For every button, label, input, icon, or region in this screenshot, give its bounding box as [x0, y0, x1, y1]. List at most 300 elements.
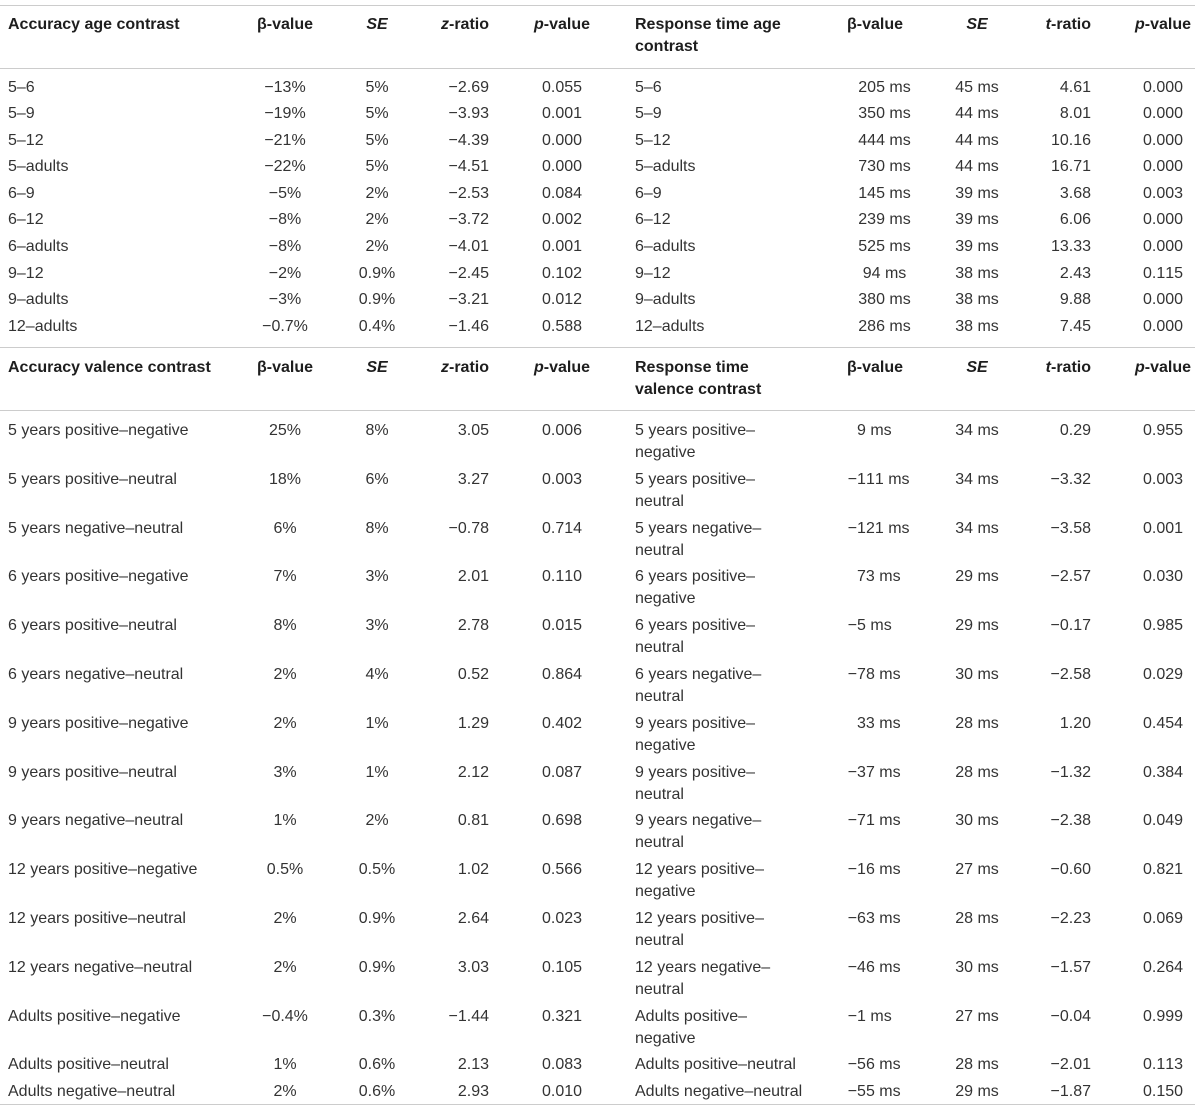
rt-t-ratio-cell: −2.57: [1050, 568, 1091, 586]
rt-contrast-cell: 6–adults: [635, 237, 696, 255]
accuracy-contrast-cell: 9–adults: [8, 291, 69, 309]
rt-t-ratio-cell: 16.71: [1050, 158, 1091, 176]
rt-t-ratio-cell: −0.17: [1050, 617, 1091, 635]
rt-se-cell: 28 ms: [955, 763, 999, 781]
rt-se-cell: 34 ms: [955, 470, 999, 488]
accuracy-p-value-cell: 0.105: [541, 958, 583, 976]
p-value-suffix: -value: [1144, 16, 1192, 33]
accuracy-se-cell: 0.4%: [358, 317, 396, 335]
rt-p-value-cell: 0.113: [1142, 1056, 1184, 1074]
accuracy-p-value-cell: 0.006: [541, 421, 583, 439]
accuracy-z-ratio-cell: 0.81: [457, 812, 489, 830]
rt-beta-cell: 145 ms: [858, 184, 911, 202]
accuracy-beta-cell: 7%: [273, 568, 297, 586]
rt-t-ratio-cell: −2.01: [1050, 1056, 1091, 1074]
header-rt-beta-value: β-value: [847, 16, 904, 33]
accuracy-z-ratio-cell: −2.69: [448, 78, 489, 96]
accuracy-se-cell: 5%: [365, 158, 389, 176]
rt-se-cell: 30 ms: [955, 812, 999, 830]
rt-beta-cell: 350 ms: [858, 105, 911, 123]
rt-beta-cell: −1 ms: [847, 1007, 892, 1025]
accuracy-se-cell: 0.5%: [358, 861, 396, 879]
accuracy-se-cell: 0.6%: [358, 1056, 396, 1074]
accuracy-p-value-cell: 0.087: [541, 763, 583, 781]
rt-se-cell: 34 ms: [955, 519, 999, 537]
rt-se-cell: 27 ms: [955, 861, 999, 879]
accuracy-p-value-cell: 0.588: [541, 317, 583, 335]
accuracy-beta-cell: −3%: [268, 291, 302, 309]
z-ratio-suffix: -ratio: [449, 358, 489, 376]
rt-t-ratio-cell: 10.16: [1050, 131, 1091, 149]
rt-contrast-cell: Adults positive–negative: [635, 1007, 748, 1047]
accuracy-se-cell: 6%: [365, 470, 389, 488]
rt-contrast-cell: 9 years positive–negative: [635, 714, 756, 754]
accuracy-beta-cell: 1%: [273, 812, 297, 830]
header-rt-se: SE: [966, 16, 988, 33]
accuracy-se-cell: 1%: [365, 763, 389, 781]
rt-contrast-cell: 9–12: [635, 264, 671, 282]
rt-contrast-cell: Adults positive–neutral: [635, 1056, 796, 1074]
t-ratio-suffix: -ratio: [1051, 16, 1091, 33]
accuracy-p-value-cell: 0.000: [541, 131, 583, 149]
rt-contrast-cell: 5–9: [635, 105, 662, 123]
rt-se-cell: 30 ms: [955, 958, 999, 976]
accuracy-z-ratio-cell: −2.45: [448, 264, 489, 282]
table-row: [0, 859, 1200, 908]
accuracy-contrast-cell: 5–9: [8, 105, 35, 123]
header-accuracy-valence-contrast: Accuracy valence contrast: [8, 358, 211, 376]
table-row: [0, 154, 1200, 181]
rt-p-value-cell: 0.003: [1142, 470, 1184, 488]
z-symbol: z: [441, 16, 449, 33]
accuracy-se-cell: 5%: [365, 78, 389, 96]
rt-p-value-cell: 0.000: [1142, 131, 1184, 149]
accuracy-se-cell: 2%: [365, 812, 389, 830]
z-symbol: z: [441, 358, 449, 376]
table-row: [0, 566, 1200, 615]
rt-se-cell: 28 ms: [955, 714, 999, 732]
rt-p-value-cell: 0.150: [1142, 1083, 1184, 1101]
accuracy-contrast-cell: 9 years positive–negative: [8, 714, 189, 732]
age-contrast-section: [0, 6, 1200, 348]
header-accuracy-p-value: [495, 14, 629, 68]
rt-t-ratio-cell: 4.61: [1059, 78, 1091, 96]
accuracy-z-ratio-cell: 3.27: [457, 470, 489, 488]
header-accuracy-se: SE: [366, 358, 388, 376]
rt-t-ratio-cell: −3.58: [1050, 519, 1091, 537]
rt-p-value-cell: 0.955: [1142, 421, 1184, 439]
z-ratio-suffix: -ratio: [449, 16, 489, 33]
accuracy-z-ratio-cell: 1.02: [457, 861, 489, 879]
rt-beta-cell: −111 ms: [847, 470, 910, 488]
age-rows: [0, 69, 1200, 347]
table-row: [0, 101, 1200, 128]
header-response-time-age-contrast: Response time age contrast: [635, 16, 781, 55]
accuracy-z-ratio-cell: −4.01: [448, 237, 489, 255]
accuracy-p-value-cell: 0.698: [541, 812, 583, 830]
accuracy-z-ratio-cell: 3.05: [457, 421, 489, 439]
accuracy-beta-cell: −22%: [264, 158, 306, 176]
rt-contrast-cell: 12 years positive–neutral: [635, 909, 764, 949]
rt-beta-cell: −55 ms: [847, 1083, 901, 1101]
rt-p-value-cell: 0.029: [1142, 665, 1184, 683]
accuracy-p-value-cell: 0.012: [541, 291, 583, 309]
rt-beta-cell: 525 ms: [858, 237, 911, 255]
rt-contrast-cell: 5–12: [635, 131, 671, 149]
rt-contrast-cell: Adults negative–neutral: [635, 1083, 803, 1101]
accuracy-p-value-cell: 0.023: [541, 909, 583, 927]
p-value-suffix: -value: [543, 358, 591, 376]
rt-contrast-cell: 9–adults: [635, 291, 696, 309]
accuracy-beta-cell: 6%: [273, 519, 297, 537]
p-symbol: p: [533, 358, 544, 376]
accuracy-p-value-cell: 0.102: [541, 264, 583, 282]
accuracy-contrast-cell: 12 years positive–negative: [8, 861, 198, 879]
accuracy-beta-cell: 2%: [273, 665, 297, 683]
rt-t-ratio-cell: −1.57: [1050, 958, 1091, 976]
rt-p-value-cell: 0.999: [1142, 1007, 1184, 1025]
accuracy-p-value-cell: 0.084: [541, 184, 583, 202]
rt-se-cell: 45 ms: [955, 78, 999, 96]
accuracy-p-value-cell: 0.001: [541, 105, 583, 123]
accuracy-contrast-cell: 5 years positive–neutral: [8, 470, 177, 488]
accuracy-p-value-cell: 0.015: [541, 617, 583, 635]
accuracy-z-ratio-cell: −1.46: [448, 317, 489, 335]
header-accuracy-age-contrast: Accuracy age contrast: [8, 16, 180, 33]
rt-p-value-cell: 0.003: [1142, 184, 1184, 202]
accuracy-contrast-cell: Adults positive–neutral: [8, 1056, 169, 1074]
accuracy-contrast-cell: 9 years negative–neutral: [8, 812, 184, 830]
rt-t-ratio-cell: 2.43: [1059, 264, 1091, 282]
accuracy-contrast-cell: 6–12: [8, 211, 44, 229]
accuracy-contrast-cell: 6 years negative–neutral: [8, 665, 184, 683]
accuracy-se-cell: 0.9%: [358, 909, 396, 927]
accuracy-z-ratio-cell: 2.12: [457, 763, 489, 781]
accuracy-beta-cell: 1%: [273, 1056, 297, 1074]
rt-p-value-cell: 0.384: [1142, 763, 1184, 781]
rt-beta-cell: 205 ms: [858, 78, 911, 96]
table-row: [0, 234, 1200, 261]
p-symbol: p: [533, 16, 544, 33]
rt-contrast-cell: 5 years positive–negative: [635, 421, 756, 461]
valence-contrast-section: [0, 348, 1200, 1105]
table-row: [0, 314, 1200, 341]
rt-t-ratio-cell: −1.32: [1050, 763, 1091, 781]
accuracy-beta-cell: −2%: [268, 264, 302, 282]
rt-beta-cell: 380 ms: [858, 291, 911, 309]
rt-se-cell: 38 ms: [955, 291, 999, 309]
rt-contrast-cell: 9 years positive–neutral: [635, 763, 756, 803]
rt-se-cell: 44 ms: [955, 131, 999, 149]
accuracy-p-value-cell: 0.002: [541, 211, 583, 229]
accuracy-se-cell: 8%: [365, 519, 389, 537]
accuracy-beta-cell: 18%: [268, 470, 302, 488]
rt-beta-cell: −37 ms: [847, 763, 901, 781]
rt-beta-cell: 9 ms: [857, 421, 892, 439]
rt-p-value-cell: 0.821: [1142, 861, 1184, 879]
rt-se-cell: 44 ms: [955, 105, 999, 123]
rt-se-cell: 38 ms: [955, 317, 999, 335]
rt-se-cell: 29 ms: [955, 1083, 999, 1101]
rt-contrast-cell: 6 years positive–neutral: [635, 617, 756, 657]
rt-se-cell: 38 ms: [955, 264, 999, 282]
rt-t-ratio-cell: −0.04: [1050, 1007, 1091, 1025]
accuracy-contrast-cell: 6 years positive–neutral: [8, 617, 177, 635]
accuracy-z-ratio-cell: 2.93: [457, 1083, 489, 1101]
age-header-row: [0, 6, 1200, 68]
accuracy-z-ratio-cell: −0.78: [448, 519, 489, 537]
rt-t-ratio-cell: −1.87: [1050, 1083, 1091, 1101]
rt-p-value-cell: 0.000: [1142, 317, 1184, 335]
accuracy-se-cell: 4%: [365, 665, 389, 683]
table-row: [0, 1081, 1200, 1104]
accuracy-contrast-cell: 9–12: [8, 264, 44, 282]
accuracy-beta-cell: 2%: [273, 909, 297, 927]
rt-t-ratio-cell: −3.32: [1050, 470, 1091, 488]
accuracy-se-cell: 0.6%: [358, 1083, 396, 1101]
rt-beta-cell: −78 ms: [847, 665, 901, 683]
accuracy-p-value-cell: 0.055: [541, 78, 583, 96]
accuracy-se-cell: 8%: [365, 421, 389, 439]
rt-beta-cell: 94 ms: [862, 264, 907, 282]
p-symbol: p: [1134, 16, 1145, 33]
accuracy-z-ratio-cell: 0.52: [457, 665, 489, 683]
accuracy-beta-cell: −5%: [268, 184, 302, 202]
accuracy-z-ratio-cell: 1.29: [457, 714, 489, 732]
accuracy-p-value-cell: 0.566: [541, 861, 583, 879]
rt-p-value-cell: 0.069: [1142, 909, 1184, 927]
table-row: [0, 128, 1200, 155]
table-row: [0, 207, 1200, 234]
header-rt-p-value: [1096, 14, 1200, 68]
rt-t-ratio-cell: 3.68: [1059, 184, 1091, 202]
rt-p-value-cell: 0.001: [1142, 519, 1184, 537]
rt-se-cell: 29 ms: [955, 568, 999, 586]
rt-contrast-cell: 6–12: [635, 211, 671, 229]
t-symbol: t: [1045, 358, 1051, 376]
rt-beta-cell: 286 ms: [858, 317, 911, 335]
accuracy-p-value-cell: 0.083: [541, 1056, 583, 1074]
rt-beta-cell: −121 ms: [847, 519, 910, 537]
accuracy-se-cell: 0.9%: [358, 264, 396, 282]
rt-se-cell: 39 ms: [955, 211, 999, 229]
accuracy-p-value-cell: 0.001: [541, 237, 583, 255]
accuracy-p-value-cell: 0.010: [541, 1083, 583, 1101]
accuracy-z-ratio-cell: −3.93: [448, 105, 489, 123]
accuracy-se-cell: 1%: [365, 714, 389, 732]
accuracy-se-cell: 2%: [365, 211, 389, 229]
accuracy-contrast-cell: 5–12: [8, 131, 44, 149]
accuracy-p-value-cell: 0.000: [541, 158, 583, 176]
rt-contrast-cell: 12 years positive–negative: [635, 861, 764, 901]
accuracy-z-ratio-cell: 2.78: [457, 617, 489, 635]
rt-contrast-cell: 6–9: [635, 184, 662, 202]
rt-t-ratio-cell: −2.58: [1050, 665, 1091, 683]
accuracy-p-value-cell: 0.402: [541, 714, 583, 732]
rt-p-value-cell: 0.000: [1142, 291, 1184, 309]
header-rt-beta-value: β-value: [847, 358, 904, 376]
rt-p-value-cell: 0.000: [1142, 211, 1184, 229]
accuracy-contrast-cell: 5–6: [8, 78, 35, 96]
rt-se-cell: 29 ms: [955, 617, 999, 635]
accuracy-se-cell: 3%: [365, 568, 389, 586]
rt-beta-cell: −16 ms: [847, 861, 901, 879]
rt-p-value-cell: 0.115: [1142, 264, 1184, 282]
accuracy-contrast-cell: 6–adults: [8, 237, 69, 255]
accuracy-z-ratio-cell: −4.51: [448, 158, 489, 176]
accuracy-beta-cell: 0.5%: [266, 861, 304, 879]
header-accuracy-p-value: [495, 357, 629, 410]
header-accuracy-beta-value: β-value: [256, 16, 313, 33]
table-row: [0, 615, 1200, 664]
p-value-suffix: -value: [1144, 358, 1192, 376]
table-row: [0, 1054, 1200, 1081]
rt-se-cell: 27 ms: [955, 1007, 999, 1025]
valence-rows: [0, 411, 1200, 1104]
rt-beta-cell: 33 ms: [857, 714, 901, 732]
accuracy-se-cell: 5%: [365, 105, 389, 123]
rt-contrast-cell: 6 years negative–neutral: [635, 665, 762, 705]
accuracy-z-ratio-cell: 2.13: [457, 1056, 489, 1074]
rt-se-cell: 28 ms: [955, 909, 999, 927]
rt-t-ratio-cell: 13.33: [1050, 237, 1091, 255]
accuracy-contrast-cell: 5–adults: [8, 158, 69, 176]
rt-p-value-cell: 0.000: [1142, 237, 1184, 255]
header-t-ratio: [1025, 357, 1096, 410]
accuracy-p-value-cell: 0.714: [541, 519, 583, 537]
accuracy-z-ratio-cell: −3.72: [448, 211, 489, 229]
table-row: [0, 469, 1200, 518]
header-rt-se: SE: [966, 358, 988, 376]
rt-contrast-cell: 12 years negative–neutral: [635, 958, 771, 998]
rt-beta-cell: −46 ms: [847, 958, 901, 976]
p-value-suffix: -value: [543, 16, 591, 33]
accuracy-beta-cell: 2%: [273, 958, 297, 976]
rt-contrast-cell: 5–adults: [635, 158, 696, 176]
rt-p-value-cell: 0.000: [1142, 105, 1184, 123]
accuracy-p-value-cell: 0.003: [541, 470, 583, 488]
accuracy-z-ratio-cell: 2.01: [457, 568, 489, 586]
table-row: [0, 1006, 1200, 1055]
rt-t-ratio-cell: 0.29: [1059, 421, 1091, 439]
rt-beta-cell: −5 ms: [847, 617, 892, 635]
t-symbol: t: [1045, 16, 1051, 33]
rt-t-ratio-cell: 1.20: [1059, 714, 1091, 732]
rt-beta-cell: 444 ms: [858, 131, 911, 149]
rt-t-ratio-cell: 7.45: [1059, 317, 1091, 335]
table-row: [0, 957, 1200, 1006]
table-row: [0, 287, 1200, 314]
rt-t-ratio-cell: −0.60: [1050, 861, 1091, 879]
accuracy-contrast-cell: Adults positive–negative: [8, 1007, 181, 1025]
rt-contrast-cell: 9 years negative–neutral: [635, 812, 762, 852]
rt-t-ratio-cell: 8.01: [1059, 105, 1091, 123]
accuracy-se-cell: 3%: [365, 617, 389, 635]
accuracy-z-ratio-cell: −2.53: [448, 184, 489, 202]
table-row: [0, 420, 1200, 469]
table-bottom-rule: [0, 1104, 1195, 1105]
rt-p-value-cell: 0.000: [1142, 78, 1184, 96]
header-accuracy-beta-value: β-value: [256, 358, 313, 376]
p-symbol: p: [1134, 358, 1145, 376]
accuracy-beta-cell: 2%: [273, 1083, 297, 1101]
accuracy-contrast-cell: 6 years positive–negative: [8, 568, 189, 586]
accuracy-contrast-cell: 12 years positive–neutral: [8, 909, 186, 927]
accuracy-beta-cell: −8%: [268, 211, 302, 229]
table-row: [0, 664, 1200, 713]
header-rt-p-value: [1096, 357, 1200, 410]
accuracy-se-cell: 2%: [365, 237, 389, 255]
table-row: [0, 75, 1200, 102]
header-z-ratio: [432, 357, 495, 410]
rt-p-value-cell: 0.985: [1142, 617, 1184, 635]
rt-se-cell: 28 ms: [955, 1056, 999, 1074]
rt-contrast-cell: 5–6: [635, 78, 662, 96]
header-accuracy-se: SE: [366, 16, 388, 33]
table-row: [0, 762, 1200, 811]
rt-beta-cell: −63 ms: [847, 909, 901, 927]
rt-contrast-cell: 5 years positive–neutral: [635, 470, 756, 510]
rt-contrast-cell: 6 years positive–negative: [635, 568, 756, 608]
accuracy-beta-cell: 2%: [273, 714, 297, 732]
accuracy-contrast-cell: 9 years positive–neutral: [8, 763, 177, 781]
accuracy-se-cell: 2%: [365, 184, 389, 202]
accuracy-beta-cell: −0.4%: [262, 1007, 308, 1025]
rt-t-ratio-cell: −2.23: [1050, 909, 1091, 927]
accuracy-se-cell: 5%: [365, 131, 389, 149]
accuracy-z-ratio-cell: 3.03: [457, 958, 489, 976]
rt-se-cell: 39 ms: [955, 237, 999, 255]
table-row: [0, 810, 1200, 859]
rt-beta-cell: −56 ms: [847, 1056, 901, 1074]
accuracy-se-cell: 0.3%: [358, 1007, 396, 1025]
header-z-ratio: [432, 14, 495, 68]
t-ratio-suffix: -ratio: [1051, 358, 1091, 376]
accuracy-contrast-cell: 12 years negative–neutral: [8, 958, 193, 976]
rt-contrast-cell: 12–adults: [635, 317, 705, 335]
header-t-ratio: [1025, 14, 1096, 68]
rt-contrast-cell: 5 years negative–neutral: [635, 519, 762, 559]
accuracy-se-cell: 0.9%: [358, 291, 396, 309]
accuracy-contrast-cell: Adults negative–neutral: [8, 1083, 176, 1101]
accuracy-z-ratio-cell: −3.21: [448, 291, 489, 309]
rt-t-ratio-cell: 9.88: [1059, 291, 1091, 309]
rt-t-ratio-cell: −2.38: [1050, 812, 1091, 830]
accuracy-z-ratio-cell: −1.44: [448, 1007, 489, 1025]
accuracy-z-ratio-cell: −4.39: [448, 131, 489, 149]
table-row: [0, 713, 1200, 762]
table-row: [0, 908, 1200, 957]
accuracy-beta-cell: −8%: [268, 237, 302, 255]
rt-p-value-cell: 0.000: [1142, 158, 1184, 176]
rt-p-value-cell: 0.030: [1142, 568, 1184, 586]
rt-se-cell: 39 ms: [955, 184, 999, 202]
accuracy-z-ratio-cell: 2.64: [457, 909, 489, 927]
rt-t-ratio-cell: 6.06: [1059, 211, 1091, 229]
rt-beta-cell: −71 ms: [847, 812, 901, 830]
accuracy-beta-cell: −19%: [264, 105, 306, 123]
table-row: [0, 261, 1200, 288]
accuracy-p-value-cell: 0.864: [541, 665, 583, 683]
rt-se-cell: 30 ms: [955, 665, 999, 683]
accuracy-se-cell: 0.9%: [358, 958, 396, 976]
accuracy-p-value-cell: 0.321: [541, 1007, 583, 1025]
rt-beta-cell: 730 ms: [858, 158, 911, 176]
table-row: [0, 181, 1200, 208]
rt-p-value-cell: 0.454: [1142, 714, 1184, 732]
accuracy-contrast-cell: 5 years positive–negative: [8, 421, 189, 439]
table-row: [0, 518, 1200, 567]
